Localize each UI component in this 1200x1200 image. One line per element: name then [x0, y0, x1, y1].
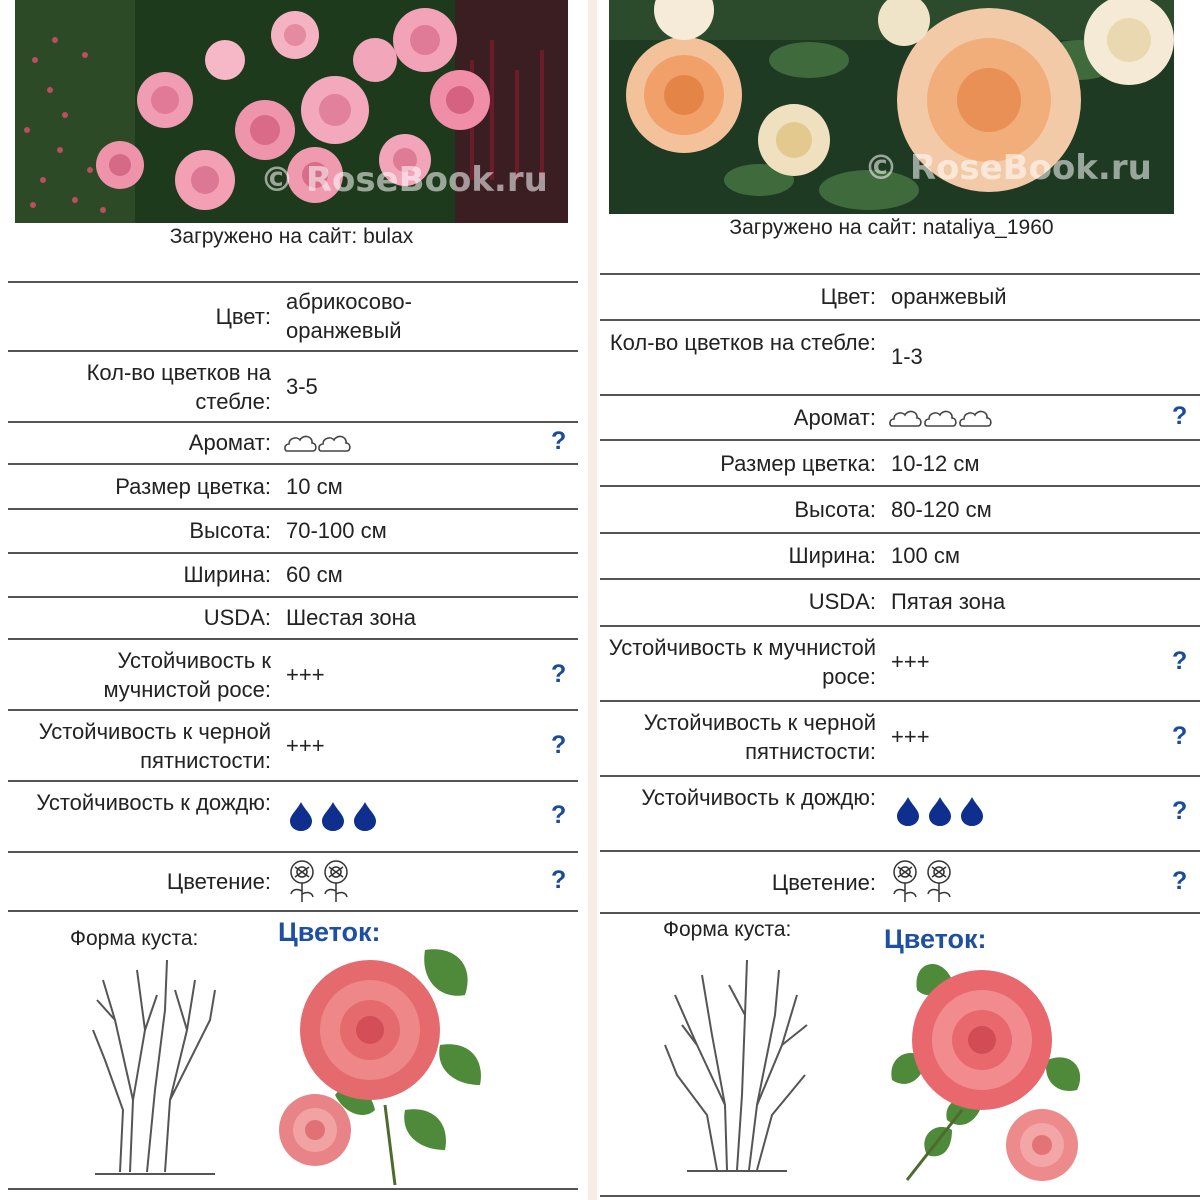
row-divider: [8, 851, 578, 853]
flower-title: Цветок:: [884, 924, 987, 954]
row-divider: [8, 463, 578, 465]
upload-caption: Загружено на сайт: bulax: [169, 225, 414, 248]
row-divider: [8, 596, 578, 598]
help-icon[interactable]: ?: [551, 731, 567, 759]
rain-resistance-label: Устойчивость к дождю:: [36, 790, 271, 815]
help-icon[interactable]: ?: [551, 866, 567, 894]
bush-shape-illustration: [75, 950, 235, 1185]
bush-shape-title: Форма куста:: [70, 927, 199, 950]
height-label: Высота:: [794, 497, 876, 522]
bloom-flower-icon: [291, 861, 347, 902]
aroma-cloud-icon: [285, 436, 350, 451]
aroma-cloud-icon: [890, 411, 991, 426]
row-divider: [600, 700, 1200, 702]
mildew-resistance-value: +++: [286, 662, 325, 687]
mildew-resistance-value: +++: [891, 649, 930, 674]
row-divider: [8, 350, 578, 352]
usda-value: Пятая зона: [891, 589, 1006, 614]
row-divider: [600, 485, 1200, 487]
bloom-rating: [889, 858, 961, 909]
width-value: 60 см: [286, 562, 343, 587]
color-value: оранжевый: [891, 284, 1007, 309]
row-divider: [600, 319, 1200, 321]
row-divider: [8, 638, 578, 640]
row-divider: [600, 850, 1200, 852]
help-icon[interactable]: ?: [1172, 722, 1188, 750]
help-icon[interactable]: ?: [551, 427, 567, 455]
width-label: Ширина:: [788, 543, 876, 568]
raindrop-icon: [897, 797, 983, 826]
blackspot-resistance-value: +++: [891, 724, 930, 749]
height-label: Высота:: [189, 518, 271, 543]
rain-rating: [895, 795, 987, 832]
flowers-per-stem-label: Кол-во цветков на стебле:: [86, 360, 271, 414]
bloom-rating: [286, 858, 358, 909]
usda-label: USDA:: [808, 589, 876, 614]
bottom-divider: [8, 1188, 578, 1190]
color-value: абрикосово-оранжевый: [286, 289, 412, 343]
width-value: 100 см: [891, 543, 960, 568]
usda-value: Шестая зона: [286, 605, 416, 630]
blooming-label: Цветение:: [166, 869, 271, 894]
flowers-per-stem-value: 1-3: [891, 344, 923, 369]
bottom-divider: [600, 1195, 1200, 1197]
row-divider: [600, 578, 1200, 580]
width-label: Ширина:: [183, 562, 271, 587]
rain-rating: [288, 800, 380, 837]
watermark: © RoseBook.ru: [864, 148, 1152, 188]
rain-resistance-label: Устойчивость к дождю:: [641, 785, 876, 810]
flower-title: Цветок:: [278, 917, 381, 947]
color-label: Цвет:: [820, 284, 876, 309]
rose-photo[interactable]: [15, 0, 568, 223]
flower-size-value: 10 см: [286, 474, 343, 499]
help-icon[interactable]: ?: [1172, 797, 1188, 825]
row-divider: [8, 508, 578, 510]
flower-size-label: Размер цветка:: [720, 451, 876, 476]
row-divider: [8, 281, 578, 283]
color-label: Цвет:: [215, 304, 271, 329]
row-divider: [8, 780, 578, 782]
usda-label: USDA:: [203, 605, 271, 630]
mildew-resistance-label: Устойчивость к мучнистой росе:: [103, 648, 271, 702]
blooming-label: Цветение:: [771, 870, 876, 895]
rose-photo[interactable]: [609, 0, 1174, 214]
blackspot-resistance-value: +++: [286, 733, 325, 758]
rose-card-right: [597, 0, 1200, 1200]
mildew-resistance-label: Устойчивость к мучнистой росе:: [608, 635, 876, 689]
row-divider: [600, 394, 1200, 396]
help-icon[interactable]: ?: [1172, 867, 1188, 895]
row-divider: [600, 439, 1200, 441]
raindrop-icon: [290, 802, 376, 831]
bush-shape-title: Форма куста:: [663, 918, 792, 941]
row-divider: [8, 421, 578, 423]
row-divider: [600, 273, 1200, 275]
row-divider: [8, 910, 578, 912]
flowers-per-stem-label: Кол-во цветков на стебле:: [609, 330, 876, 355]
row-divider: [600, 532, 1200, 534]
help-icon[interactable]: ?: [551, 801, 567, 829]
aroma-rating: [889, 403, 999, 436]
flower-illustration: [887, 960, 1087, 1195]
flower-size-value: 10-12 см: [891, 451, 980, 476]
help-icon[interactable]: ?: [551, 660, 567, 688]
upload-caption: Загружено на сайт: nataliya_1960: [729, 216, 1054, 239]
rose-card-left: [0, 0, 588, 1200]
aroma-rating: [284, 429, 356, 460]
row-divider: [8, 552, 578, 554]
row-divider: [600, 625, 1200, 627]
height-value: 70-100 см: [286, 518, 387, 543]
bloom-flower-icon: [894, 861, 950, 902]
help-icon[interactable]: ?: [1172, 647, 1188, 675]
row-divider: [8, 709, 578, 711]
row-divider: [600, 775, 1200, 777]
aroma-label: Аромат:: [793, 405, 876, 430]
blackspot-resistance-label: Устойчивость к черной пятнистости:: [643, 710, 876, 764]
bush-shape-illustration: [657, 955, 817, 1185]
flowers-per-stem-value: 3-5: [286, 374, 318, 399]
aroma-label: Аромат:: [188, 430, 271, 455]
flower-illustration: [275, 945, 490, 1195]
height-value: 80-120 см: [891, 497, 992, 522]
flower-size-label: Размер цветка:: [115, 474, 271, 499]
row-divider: [600, 912, 1200, 914]
watermark: © RoseBook.ru: [260, 160, 548, 200]
blackspot-resistance-label: Устойчивость к черной пятнистости:: [38, 719, 271, 773]
help-icon[interactable]: ?: [1172, 402, 1188, 430]
